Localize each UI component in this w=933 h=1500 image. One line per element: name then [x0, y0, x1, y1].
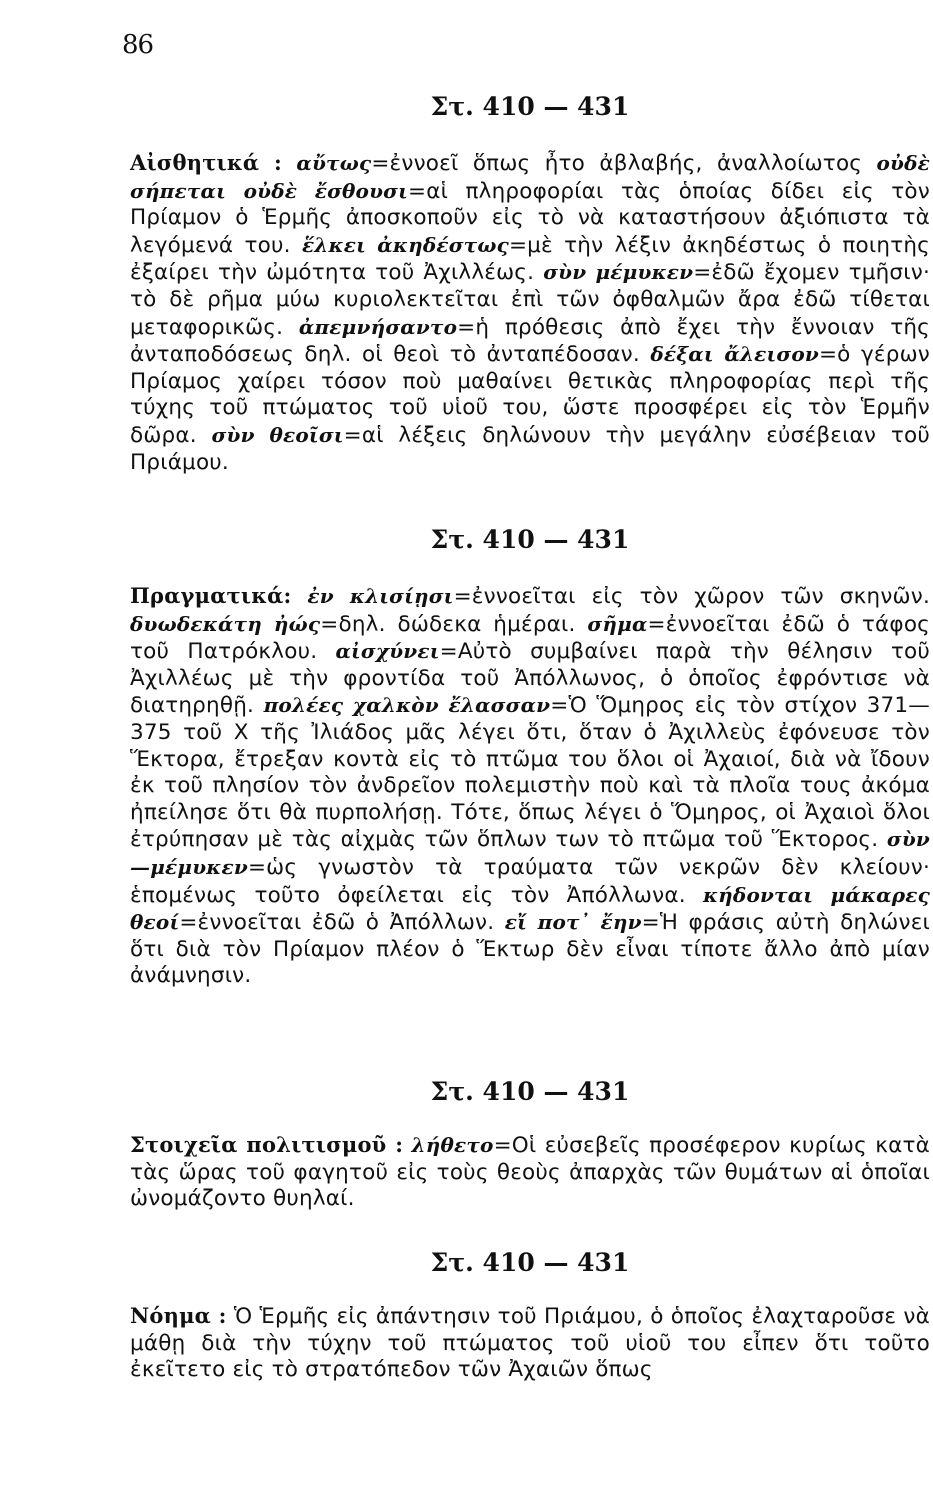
keyword: αὔτως [296, 151, 372, 175]
keyword: ἐν κλισίῃσι [307, 584, 454, 608]
gloss-text: =δηλ. δώδεκα ἡμέραι. [320, 611, 588, 637]
section-heading: Στ. 410 — 431 [430, 1077, 630, 1106]
keyword: αἰσχύνει [335, 639, 440, 664]
gloss-text: Ὁ Ἑρμῆς εἰς ἀπάντησιν τοῦ Πριάμου, ὁ ὁποῖος ἐλαχταροῦσε νὰ μάθῃ διὰ τὴν τύχην τοῦ πτώματος τοῦ υἱοῦ του εἶπεν ὅτι τοῦτο ἐκεῖτετο εἰς τὸ στρατόπεδον τῶν Ἀχαιῶν ὅπως [130, 1304, 930, 1383]
section-label: Νόημα : [130, 1303, 227, 1328]
gloss-text: =ἐννοεῖ ὅπως ἦτο ἀβλαβής, ἀναλλοίωτος [371, 151, 877, 176]
gloss-text: =αἱ λέξεις δηλώνουν τὴν μεγάλην εὐσέβειαν τοῦ Πριάμου. [130, 422, 930, 475]
section-paragraph [130, 1132, 930, 1213]
section-paragraph [130, 583, 930, 990]
section-heading: Στ. 410 — 431 [430, 525, 630, 554]
gloss-text: =ἐννοεῖται ἐδῶ ὁ Ἀπόλλων. [179, 910, 505, 936]
section-paragraph [130, 1303, 930, 1384]
keyword: σὺν μέμυκεν [543, 260, 694, 285]
page-number: 86 [122, 30, 154, 60]
section-paragraph [130, 150, 930, 476]
keyword: οὐδὲ σήπεται οὐδὲ ἔσθουσι [130, 151, 930, 203]
keyword: ἀπεμνήσαντο [298, 314, 458, 339]
gloss-text: =ἐννοεῖται εἰς τὸν χῶρον τῶν σκηνῶν. [453, 584, 930, 609]
gloss-text: =Ἡ φράσις αὐτὴ δηλώνει ὅτι διὰ τὸν Πρίαμον πλέον ὁ Ἕκτωρ δὲν εἶναι τίποτε ἄλλο ἀπὸ μίαν ἀνάμνησιν. [130, 910, 930, 989]
keyword: εἴ ποτ᾽ ἔην [504, 910, 642, 935]
section-heading: Στ. 410 — 431 [430, 1248, 630, 1277]
gloss-text: =ἡ πρόθεσις ἀπὸ ἔχει τὴν ἔννοιαν τῆς ἀνταποδόσεως δηλ. οἱ θεοὶ τὸ ἀνταπέδοσαν. [130, 314, 930, 368]
gloss-text: =ὡς γνωστὸν τὰ τραύματα τῶν νεκρῶν δὲν κλείουν· ἑπομένως τοῦτο ὀφείλεται εἰς τὸν Ἀπόλλωνα. [130, 854, 930, 908]
section-label: Πραγματικά: [130, 583, 292, 608]
gloss-text: =ἐδῶ ἔχομεν τμῆσιν· τὸ δὲ ρῆμα μύω κυριολεκτεῖται ἐπὶ τῶν ὀφθαλμῶν ἄρα ἐδῶ τίθεται μεταφορικῶς. [130, 260, 930, 340]
keyword: πολέες χαλκὸν ἔλασσαν [263, 693, 551, 718]
gloss-text: =μὲ τὴν λέξιν ἀκηδέστως ὁ ποιητὴς ἐξαίρει τὴν ὠμότητα τοῦ Ἀχιλλέως. [130, 232, 930, 286]
keyword: σὺν θεοῖσι [211, 422, 344, 447]
gloss-text: =αἱ πληροφορίαι τὰς ὁποίας δίδει εἰς τὸν Πρίαμον ὁ Ἑρμῆς ἀποσκοποῦν εἰς τὸ νὰ καταστήσουν ἀξιόπιστα τὰ λεγόμενά του. [130, 178, 930, 258]
section-label: Στοιχεῖα πολιτισμοῦ : [130, 1132, 404, 1157]
keyword: ἕλκει ἀκηδέστως [301, 232, 509, 257]
gloss-text: =Ὁ Ὅμηρος εἰς τὸν στίχον 371—375 τοῦ Χ τῆς Ἰλιάδος μᾶς λέγει ὅτι, ὅταν ὁ Ἀχιλλεὺς ἐφόνευσε τὸν Ἕκτορα, ἔτρεξαν κοντὰ εἰς τὸ πτῶμα του ὅλοι οἱ Ἀχαιοί, διὰ νὰ ἴδουν ἐκ τοῦ πλησίον τὸν ἀνδρεῖον πολεμιστὴν ποὺ καὶ τὰ πλοῖα τους ἀκόμα ἠπείλησε ὅτι θὰ πυρπολήσῃ. Τότε, ὅπως λέγει ὁ Ὅμηρος, οἱ Ἀχαιοὶ ὅλοι ἐτρύπησαν μὲ τὰς αἰχμὰς τῶν ὅπλων των τὸ πτῶμα τοῦ Ἕκτορος. [130, 693, 930, 853]
gloss-text: =ὁ γέρων Πρίαμος χαίρει τόσον ποὺ μαθαίνει θετικὰς πληροφορίας περὶ τῆς τύχης τοῦ πτώματος τοῦ υἱοῦ του, ὥστε προσφέρει εἰς τὸν Ἑρμῆν δῶρα. [130, 342, 930, 448]
gloss-text: =Οἱ εὐσεβεῖς προσέφερον κυρίως κατὰ τὰς ὥρας τοῦ φαγητοῦ εἰς τοὺς θεοὺς ἀπαρχὰς τῶν θυμάτων αἱ ὁποῖαι ὠνομάζοντο θυηλαί. [130, 1133, 930, 1212]
keyword: δέξαι ἄλεισον [650, 342, 819, 367]
gloss-text: =Αὐτὸ συμβαίνει παρὰ τὴν θέλησιν τοῦ Ἀχιλλέως μὲ τὴν φροντίδα τοῦ Ἀπόλλωνος, ὁ ὁποῖος ἐφρόντισε νὰ διατηρηθῇ. [130, 639, 930, 719]
section-label: Αἰσθητικά : [130, 150, 283, 175]
keyword: σὺν—μέμυκεν [130, 827, 930, 879]
keyword: λήθετο [411, 1133, 494, 1157]
keyword: δυωδεκάτη ἠώς [130, 611, 321, 636]
section-heading: Στ. 410 — 431 [430, 92, 630, 121]
gloss-text: =ἐννοεῖται ἐδῶ ὁ τάφος τοῦ Πατρόκλου. [130, 611, 930, 665]
keyword: σῆμα [587, 611, 648, 636]
keyword: κήδονται μάκαρες θεοί [130, 882, 930, 935]
